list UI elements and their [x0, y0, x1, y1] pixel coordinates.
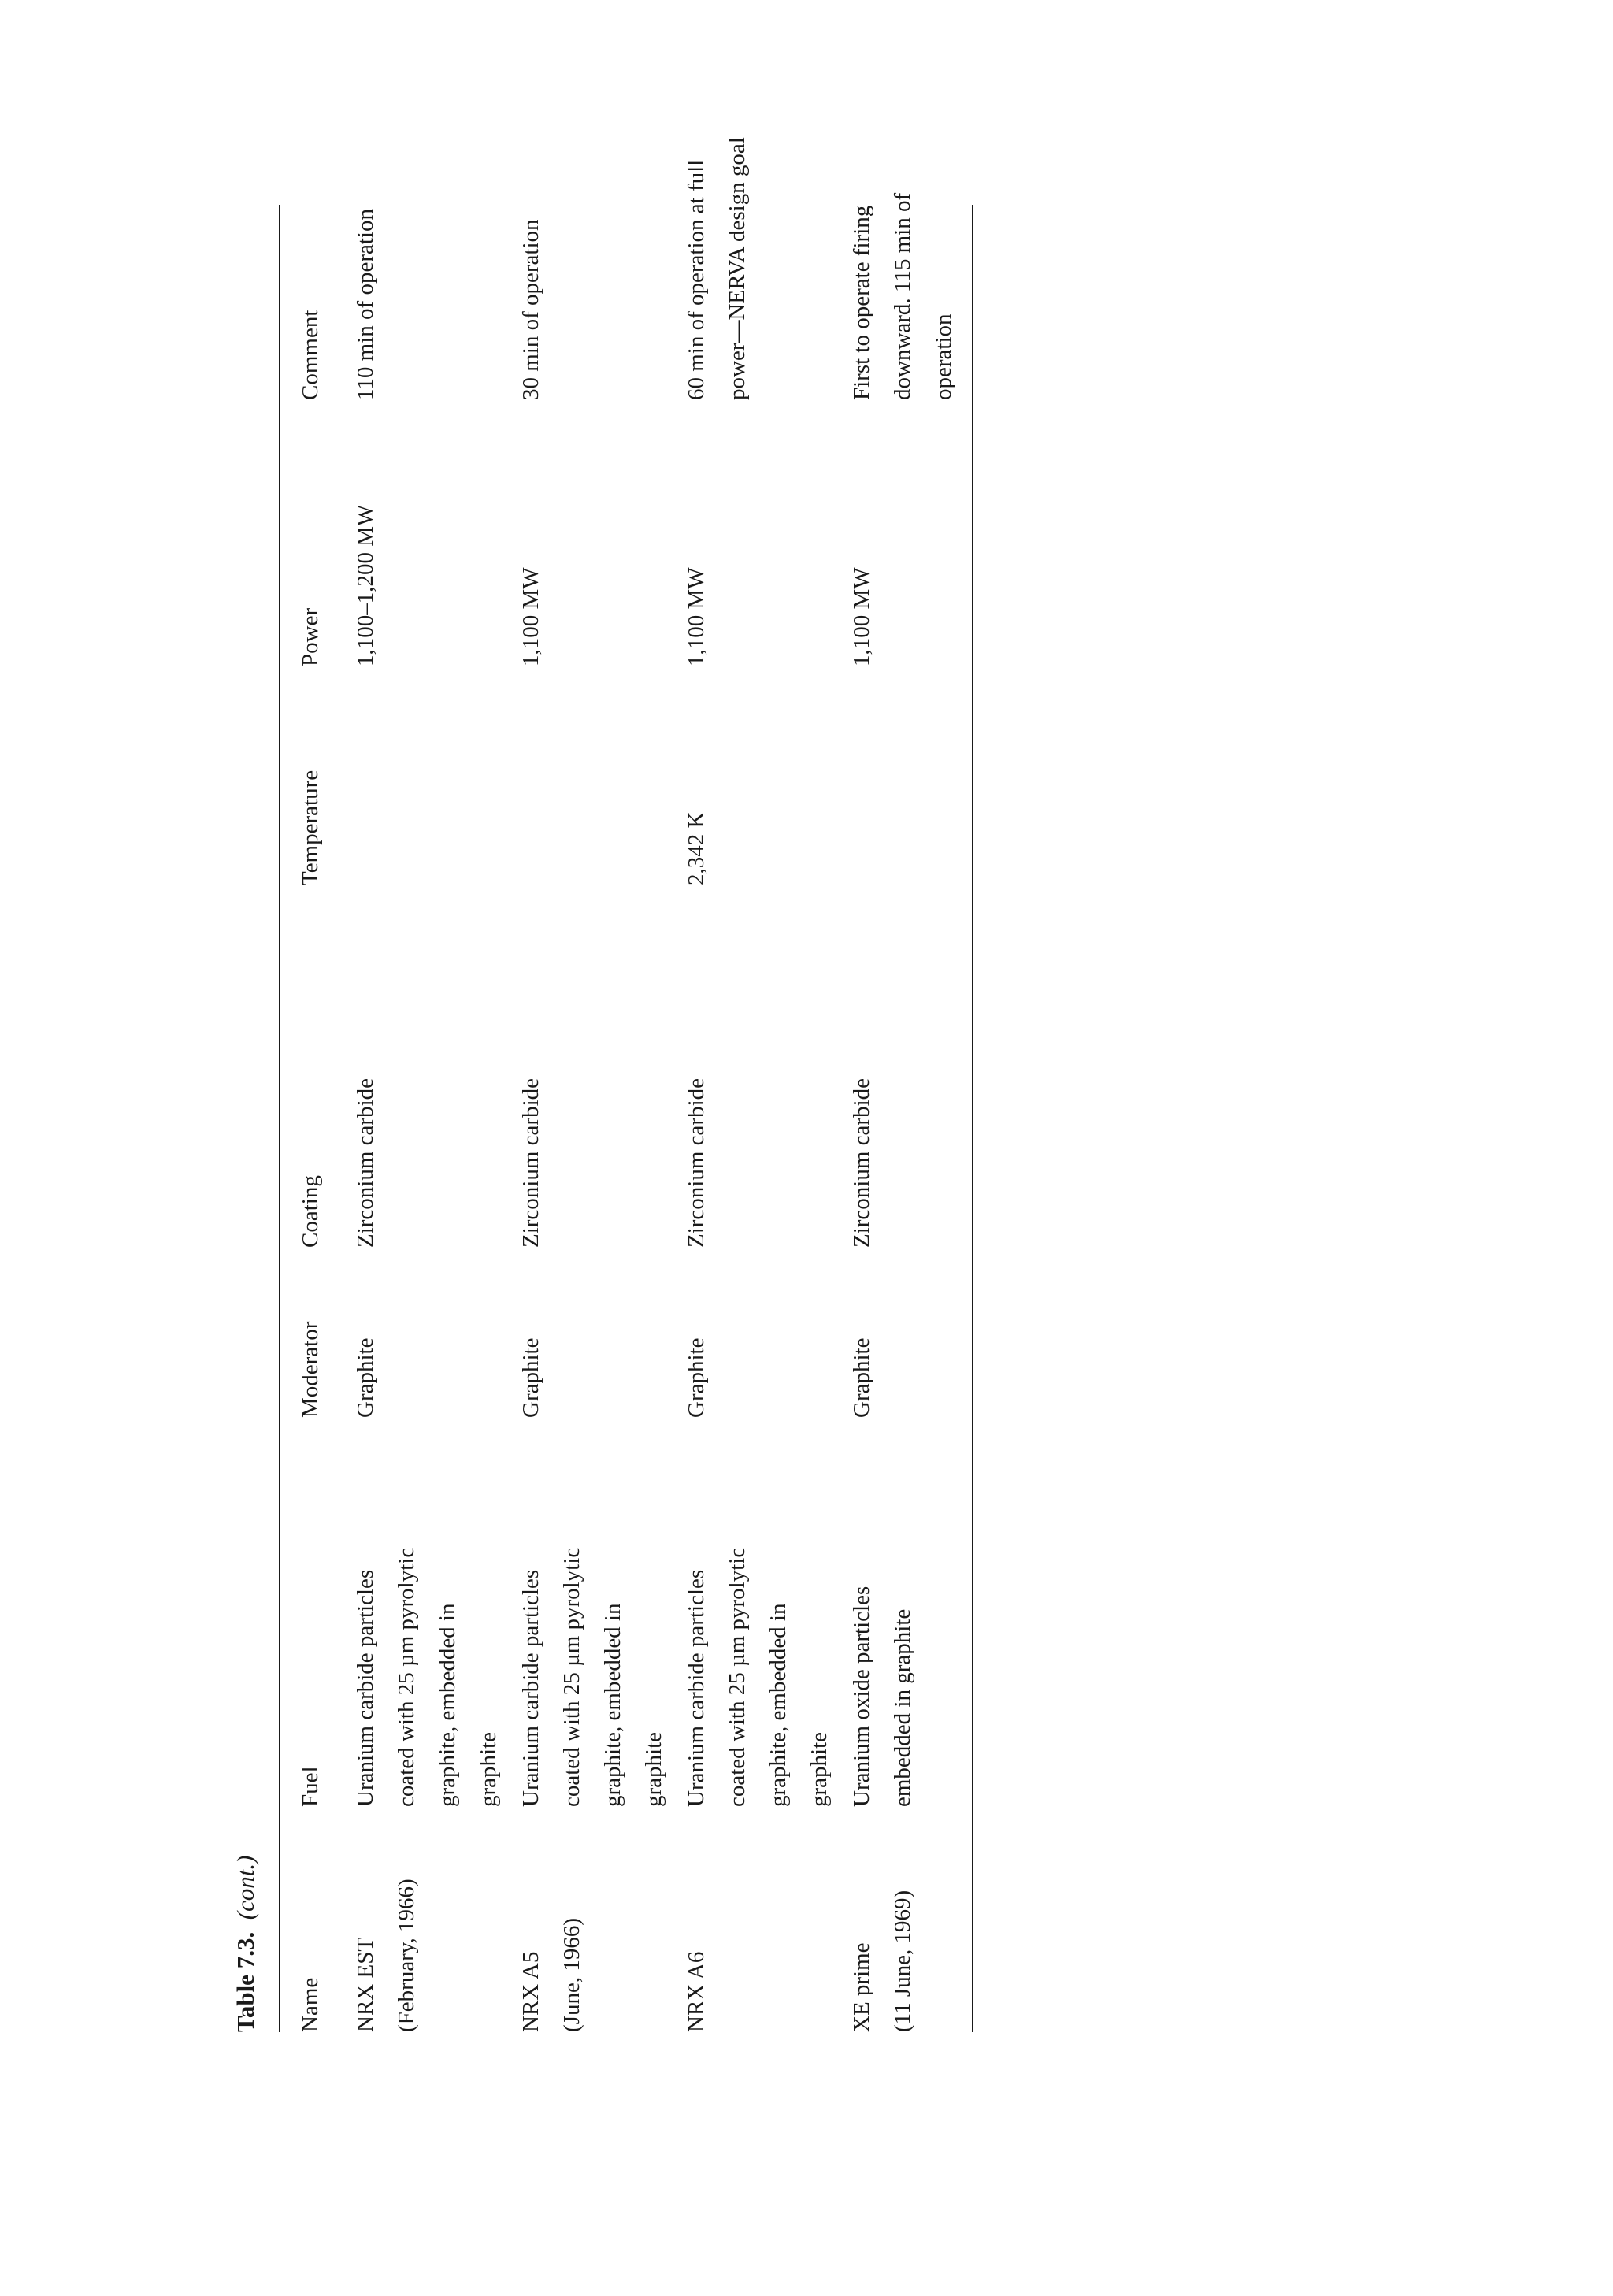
cell-name-line: NRX A5 [518, 1951, 543, 2032]
header-power: Power [298, 607, 323, 666]
cell-fuel [345, 1437, 509, 1807]
cell-fuel-line: graphite [641, 1731, 666, 1807]
cell-name-line: (11 June, 1969) [890, 1890, 915, 2032]
cell-name [345, 1859, 427, 2032]
cell-coating: Zirconium carbide [684, 1078, 709, 1248]
bottom-rule [972, 205, 973, 2032]
cell-name-line: (February, 1966) [394, 1879, 419, 2032]
cell-comment-line: 110 min of operation [353, 209, 378, 400]
header-coating: Coating [298, 1175, 323, 1248]
cell-fuel [510, 1437, 674, 1807]
header-comment: Comment [298, 310, 323, 400]
cell-comment-line: 60 min of operation at full [684, 159, 709, 400]
cell-fuel [676, 1437, 840, 1807]
cell-fuel-line: embedded in graphite [890, 1608, 915, 1807]
cell-comment-line: operation [931, 313, 956, 400]
cell-fuel-line: graphite, embedded in [766, 1603, 791, 1807]
cell-comment [841, 6, 964, 400]
cell-fuel [841, 1437, 923, 1807]
cell-fuel-line: coated with 25 µm pyrolytic [559, 1547, 584, 1807]
header-moderator: Moderator [298, 1321, 323, 1418]
cell-fuel-line: Uranium carbide particles [353, 1569, 378, 1807]
cell-fuel-line: coated with 25 µm pyrolytic [725, 1547, 750, 1807]
cell-fuel-line: Uranium carbide particles [518, 1569, 543, 1807]
cell-name-line: (June, 1966) [559, 1918, 584, 2032]
cell-coating: Zirconium carbide [353, 1078, 378, 1248]
cell-temperature: 2,342 K [684, 811, 709, 885]
table-header-row [295, 205, 329, 2032]
cell-power: 1,100 MW [684, 567, 709, 666]
cell-name [676, 1859, 717, 2032]
cell-coating: Zirconium carbide [849, 1078, 874, 1248]
cell-moderator: Graphite [518, 1337, 543, 1418]
table-continued: (cont.) [232, 1855, 259, 1920]
cell-moderator: Graphite [849, 1337, 874, 1418]
cell-comment-line: 30 min of operation [518, 219, 543, 400]
cell-fuel-line: graphite [476, 1731, 501, 1807]
cell-comment [676, 6, 758, 400]
cell-comment [345, 6, 386, 400]
cell-comment-line: power—NERVA design goal [725, 137, 750, 400]
cell-power: 1,100 MW [518, 567, 543, 666]
table-label: Table 7.3. [232, 1931, 259, 2032]
cell-name [510, 1859, 592, 2032]
cell-fuel-line: graphite [806, 1731, 832, 1807]
header-fuel: Fuel [298, 1766, 323, 1807]
cell-name-line: NRX A6 [684, 1951, 709, 2032]
cell-name-line: NRX EST [353, 1937, 378, 2032]
cell-coating: Zirconium carbide [518, 1078, 543, 1248]
rotated-table [230, 137, 1018, 2032]
cell-comment [510, 6, 551, 400]
cell-name-line: XE prime [849, 1942, 874, 2032]
cell-comment-line: First to operate firing [849, 205, 874, 400]
cell-fuel-line: graphite, embedded in [600, 1603, 625, 1807]
cell-power: 1,100 MW [849, 567, 874, 666]
cell-moderator: Graphite [353, 1337, 378, 1418]
cell-fuel-line: coated with 25 µm pyrolytic [394, 1547, 419, 1807]
cell-fuel-line: Uranium carbide particles [684, 1569, 709, 1807]
cell-fuel-line: graphite, embedded in [435, 1603, 460, 1807]
header-name: Name [298, 1977, 323, 2032]
cell-power: 1,100–1,200 MW [353, 504, 378, 666]
cell-comment-line: downward. 115 min of [890, 192, 915, 400]
header-temperature: Temperature [298, 770, 323, 885]
top-rule [279, 205, 280, 2032]
table-caption [230, 1856, 261, 2032]
cell-name [841, 1859, 923, 2032]
cell-fuel-line: Uranium oxide particles [849, 1586, 874, 1807]
cell-moderator: Graphite [684, 1337, 709, 1418]
